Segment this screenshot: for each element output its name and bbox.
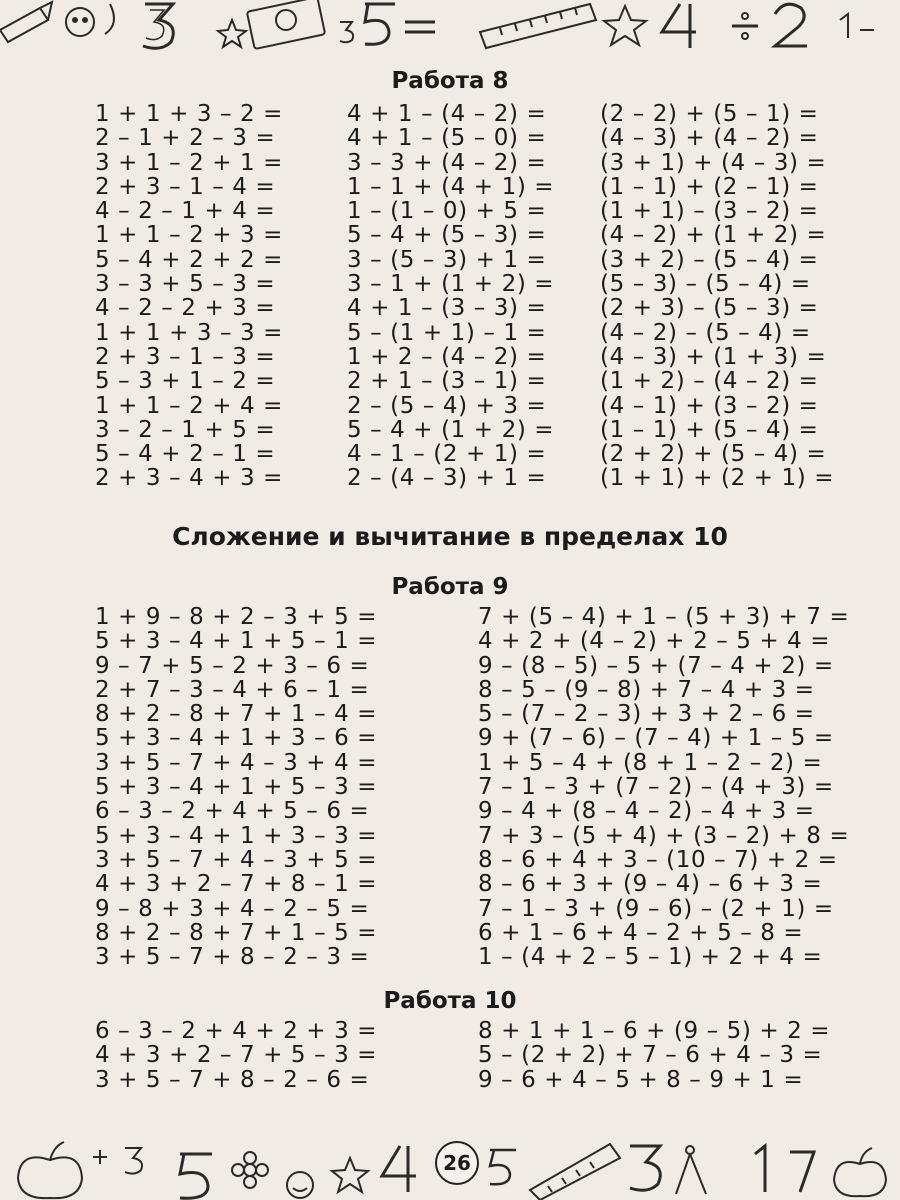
equation: (1 + 2) – (4 – 2) = (600, 368, 819, 395)
equation: 8 + 2 – 8 + 7 + 1 – 5 = (95, 919, 378, 946)
equation: 1 + 1 + 3 – 2 = (95, 101, 284, 127)
equation: 8 – 6 + 3 + (9 – 4) – 6 + 3 = (478, 871, 823, 898)
work-9-title: Работа 9 (391, 574, 509, 600)
equation: 9 + (7 – 6) – (7 – 4) + 1 – 5 = (478, 725, 834, 752)
work-10-column-1 (95, 1019, 377, 1092)
equation: (2 + 3) – (5 – 3) = (600, 295, 819, 322)
work-9-column-1 (95, 605, 377, 969)
ruler-icon (480, 4, 596, 48)
star-icon (332, 1158, 368, 1192)
equation: 8 + 1 + 1 – 6 + (9 – 5) + 2 = (478, 1018, 831, 1044)
digit-5-icon (365, 4, 395, 44)
equation: 3 + 5 – 7 + 4 – 3 + 4 = (95, 749, 378, 776)
equation: (4 – 2) – (5 – 4) = (600, 319, 811, 346)
equation: 4 – 1 – (2 + 1) = (347, 441, 547, 468)
equation: (1 – 1) + (5 – 4) = (600, 416, 819, 443)
equation: (1 – 1) + (2 – 1) = (600, 173, 819, 200)
work-9-column-2 (478, 605, 849, 969)
equation: 1 – (1 – 0) + 5 = (347, 198, 547, 225)
equation: (3 + 2) – (5 – 4) = (600, 246, 819, 273)
equation: 9 – 4 + (8 – 4 – 2) – 4 + 3 = (478, 798, 815, 825)
equation: 4 + 2 + (4 – 2) + 2 – 5 + 4 = (478, 628, 831, 655)
equation: 2 – 1 + 2 – 3 = (95, 125, 276, 152)
digit-2-icon (775, 4, 807, 46)
equation: 3 – 3 + 5 – 3 = (95, 271, 276, 298)
equation: 8 + 2 – 8 + 7 + 1 – 4 = (95, 701, 378, 728)
equation: 7 – 1 – 3 + (9 – 6) – (2 + 1) = (478, 895, 834, 922)
equation: 6 – 3 – 2 + 4 + 2 + 3 = (95, 1018, 378, 1044)
equation: 1 – (4 + 2 – 5 – 1) + 2 + 4 = (478, 944, 823, 971)
equation: 3 + 1 – 2 + 1 = (95, 149, 284, 176)
equation: 5 – (1 + 1) – 1 = (347, 319, 547, 346)
equation: 4 – 2 – 2 + 3 = (95, 295, 276, 322)
equation: 1 + 9 – 8 + 2 – 3 + 5 = (95, 604, 378, 630)
equation: 8 – 5 – (9 – 8) + 7 – 4 + 3 = (478, 676, 815, 703)
equation: (3 + 1) + (4 – 3) = (600, 149, 827, 176)
apple-icon (834, 1148, 886, 1196)
equation: 1 + 5 – 4 + (8 + 1 – 2 – 2) = (478, 749, 823, 776)
doodle-figure-icon (66, 4, 114, 36)
equation: 7 + (5 – 4) + 1 – (5 + 3) + 7 = (478, 604, 850, 630)
equation: 5 – 3 + 1 – 2 = (95, 368, 276, 395)
equation: 4 – 2 – 1 + 4 = (95, 198, 276, 225)
equation: 4 + 3 + 2 – 7 + 5 – 3 = (95, 1042, 378, 1069)
digit-4-icon (662, 4, 696, 48)
smiley-icon (287, 1172, 313, 1198)
apple-icon (18, 1142, 82, 1198)
divide-icon (732, 13, 758, 39)
equation: 3 – 2 – 1 + 5 = (95, 416, 276, 443)
equation: 1 – 1 + (4 + 1) = (347, 173, 555, 200)
equation: (2 – 2) + (5 – 1) = (600, 101, 819, 127)
equation: 6 + 1 – 6 + 4 – 2 + 5 – 8 = (478, 919, 804, 946)
work-10-title: Работа 10 (383, 988, 517, 1014)
equation: 2 + 3 – 4 + 3 = (95, 465, 284, 492)
equation: 4 + 1 – (4 – 2) = (347, 101, 547, 127)
work-8-title: Работа 8 (391, 68, 509, 94)
equation: (4 – 3) + (4 – 2) = (600, 125, 819, 152)
section-title: Сложение и вычитание в пределах 10 (172, 522, 728, 551)
equation: 5 – 4 + (5 – 3) = (347, 222, 547, 249)
digit-5-icon (490, 1150, 516, 1184)
equation: 5 – (2 + 2) + 7 – 6 + 4 – 3 = (478, 1042, 823, 1069)
equation: 7 + 3 – (5 + 4) + (3 – 2) + 8 = (478, 822, 850, 849)
equation: 5 + 3 – 4 + 1 + 5 – 3 = (95, 774, 378, 801)
equation: 8 – 6 + 4 + 3 – (10 – 7) + 2 = (478, 846, 838, 873)
equation: (1 + 1) + (2 + 1) = (600, 465, 835, 492)
ruler-icon (530, 1144, 620, 1200)
equation: (4 – 2) + (1 + 2) = (600, 222, 827, 249)
digit-7-icon (790, 1152, 814, 1192)
top-decoration (0, 0, 900, 62)
equation: 5 + 3 – 4 + 1 + 3 – 6 = (95, 725, 378, 752)
equation: 7 – 1 – 3 + (7 – 2) – (4 + 3) = (478, 774, 834, 801)
digit-4-icon (382, 1146, 416, 1192)
equation: 2 + 7 – 3 – 4 + 6 – 1 = (95, 676, 370, 703)
equals-icon (405, 22, 435, 32)
equation: 5 – 4 + 2 + 2 = (95, 246, 284, 273)
work-8-column-1 (95, 102, 283, 491)
equation: 9 – (8 – 5) – 5 + (7 – 4 + 2) = (478, 652, 834, 679)
equation: 6 – 3 – 2 + 4 + 5 – 6 = (95, 798, 370, 825)
equation: 2 + 1 – (3 – 1) = (347, 368, 547, 395)
compass-icon (676, 1146, 706, 1194)
equation: 3 + 5 – 7 + 4 – 3 + 5 = (95, 846, 378, 873)
digit-5-icon (180, 1154, 212, 1198)
equation: 3 – (5 – 3) + 1 = (347, 246, 547, 273)
digit-3-icon (340, 22, 353, 42)
digit-1-icon (840, 14, 874, 38)
equation: 2 – (5 – 4) + 3 = (347, 392, 547, 419)
banknote-icon (247, 0, 325, 49)
star-icon (604, 6, 646, 45)
work-8-column-2 (347, 102, 554, 491)
equation: 4 + 3 + 2 – 7 + 8 – 1 = (95, 871, 378, 898)
work-10-column-2 (478, 1019, 830, 1092)
equation: 5 + 3 – 4 + 1 + 5 – 1 = (95, 628, 378, 655)
equation: 3 + 5 – 7 + 8 – 2 – 6 = (95, 1066, 370, 1093)
equation: 5 – 4 + 2 – 1 = (95, 441, 276, 468)
equation: 1 + 1 – 2 + 4 = (95, 392, 284, 419)
digit-3-icon (630, 1146, 660, 1190)
equation: 1 + 2 – (4 – 2) = (347, 343, 547, 370)
work-8-column-3 (600, 102, 834, 491)
sparkle-icon (93, 1150, 107, 1164)
equation: (1 + 1) – (3 – 2) = (600, 198, 819, 225)
equation: 3 – 1 + (1 + 2) = (347, 271, 555, 298)
equation: 2 + 3 – 1 – 3 = (95, 343, 276, 370)
equation: 2 – (4 – 3) + 1 = (347, 465, 547, 492)
equation: 9 – 8 + 3 + 4 – 2 – 5 = (95, 895, 370, 922)
equation: 3 – 3 + (4 – 2) = (347, 149, 547, 176)
equation: 4 + 1 – (5 – 0) = (347, 125, 547, 152)
equation: 3 + 5 – 7 + 8 – 2 – 3 = (95, 944, 370, 971)
equation: (5 – 3) – (5 – 4) = (600, 271, 811, 298)
equation: 4 + 1 – (3 – 3) = (347, 295, 547, 322)
equation: 5 – (7 – 2 – 3) + 3 + 2 – 6 = (478, 701, 815, 728)
equation: 5 + 3 – 4 + 1 + 3 – 3 = (95, 822, 378, 849)
equation: 2 + 3 – 1 – 4 = (95, 173, 276, 200)
equation: 9 – 7 + 5 – 2 + 3 – 6 = (95, 652, 370, 679)
equation: (2 + 2) + (5 – 4) = (600, 441, 827, 468)
equation: 9 – 6 + 4 – 5 + 8 – 9 + 1 = (478, 1066, 804, 1093)
equation: 5 – 4 + (1 + 2) = (347, 416, 555, 443)
digit-3-icon (143, 4, 173, 48)
equation: 1 + 1 – 2 + 3 = (95, 222, 284, 249)
equation: (4 – 1) + (3 – 2) = (600, 392, 819, 419)
equation: (4 – 3) + (1 + 3) = (600, 343, 827, 370)
digit-3-icon (125, 1148, 142, 1174)
star-icon (218, 20, 246, 47)
pencil-icon (0, 2, 52, 42)
digit-1-icon (755, 1146, 765, 1192)
flower-icon (232, 1152, 268, 1188)
page-number: 26 (435, 1141, 479, 1185)
equation: 1 + 1 + 3 – 3 = (95, 319, 284, 346)
